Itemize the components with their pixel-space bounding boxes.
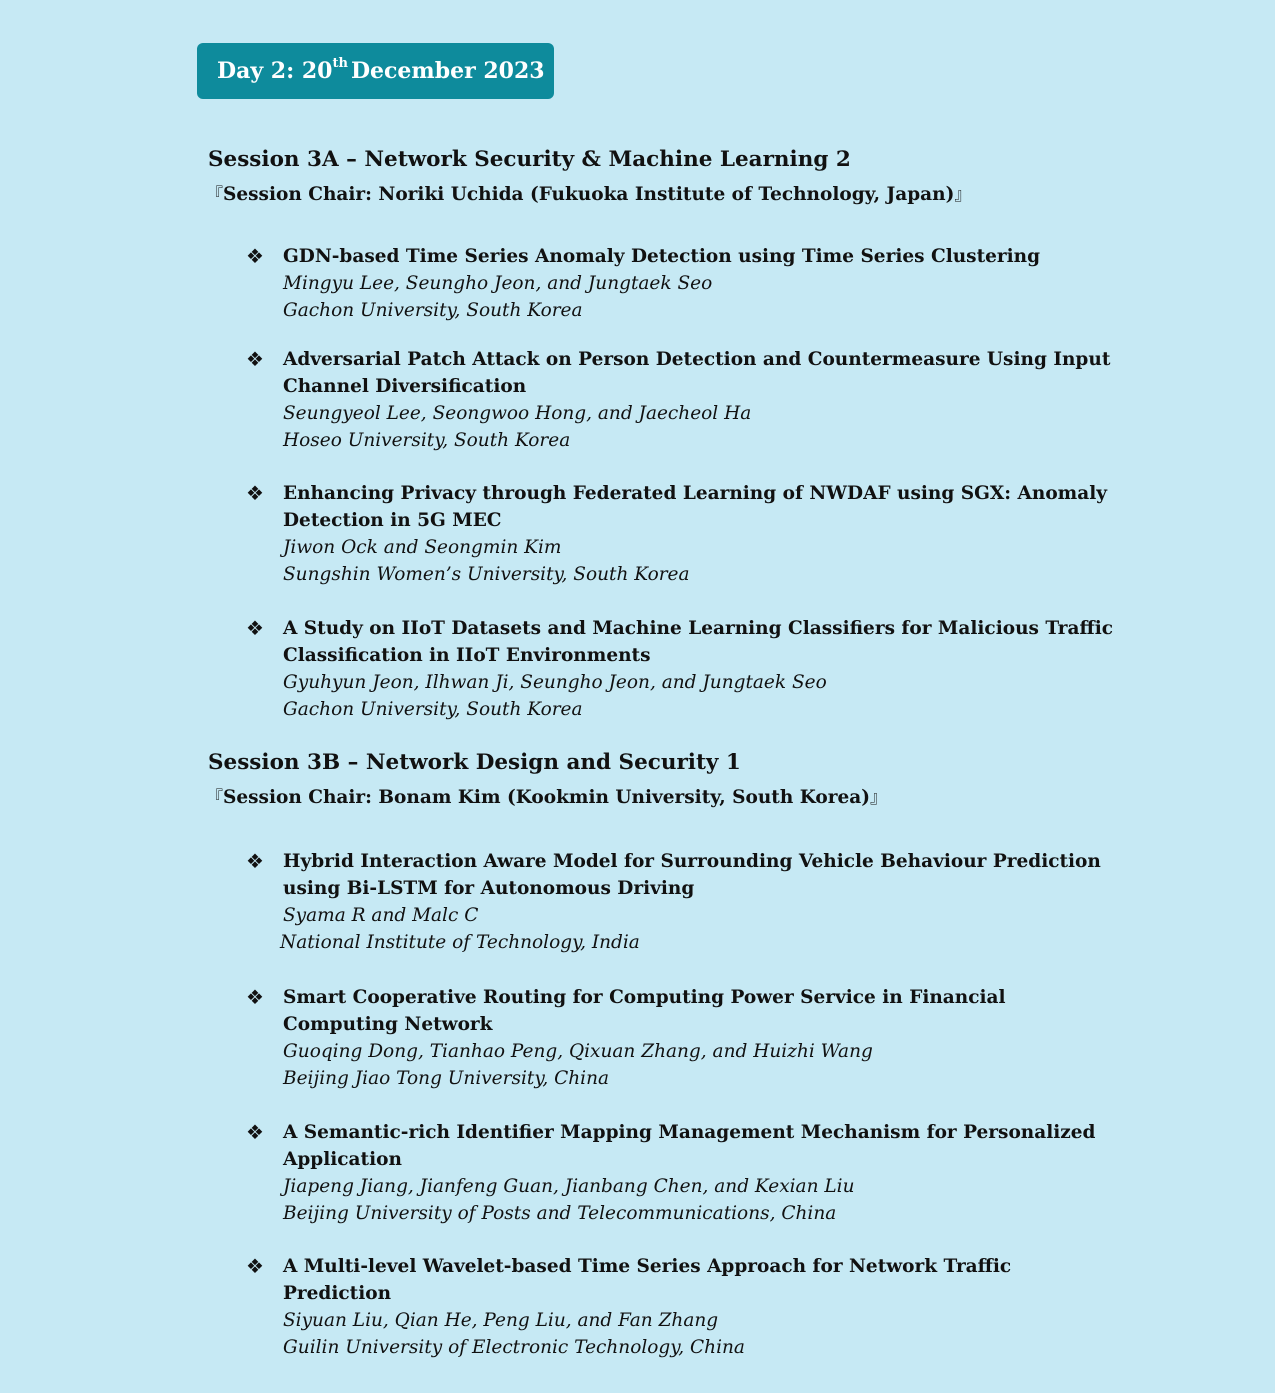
- paper-authors: Gyuhyun Jeon, Ilhwan Ji, Seungho Jeon, and Jungtaek Seo: [283, 672, 827, 693]
- paper-affiliation: Gachon University, South Korea: [283, 300, 583, 321]
- paper-item: [246, 1119, 1123, 1227]
- paper-affiliation: Gachon University, South Korea: [283, 699, 583, 720]
- session-title: Session 3B – Network Design and Security 1: [208, 750, 741, 775]
- diamond-bullet-icon: ❖: [246, 347, 264, 371]
- diamond-bullet-icon: ❖: [246, 1254, 264, 1278]
- day-superscript: th: [332, 55, 348, 71]
- diamond-bullet-icon: ❖: [246, 244, 264, 268]
- paper-authors: Mingyu Lee, Seungho Jeon, and Jungtaek Seo: [283, 273, 713, 294]
- session-chair-text: Session Chair: Bonam Kim (Kookmin University, South Korea): [223, 787, 870, 808]
- paper-title: A Study on IIoT Datasets and Machine Learning Classifiers for Malicious Traffic Classification in IIoT Environments: [283, 618, 1114, 666]
- paper-authors: Jiapeng Jiang, Jianfeng Guan, Jianbang Chen, and Kexian Liu: [283, 1176, 855, 1197]
- bracket-close: 』: [869, 788, 887, 808]
- session-title: Session 3A – Network Security & Machine Learning 2: [208, 147, 851, 172]
- session-3b-header: [208, 750, 887, 810]
- paper-title: Hybrid Interaction Aware Model for Surrounding Vehicle Behaviour Prediction using Bi-LSTM for Autonomous Driving: [283, 851, 1101, 899]
- session-chair: [206, 786, 887, 810]
- paper-authors: Seungyeol Lee, Seongwoo Hong, and Jaecheol Ha: [283, 403, 752, 424]
- paper-title: A Multi-level Wavelet-based Time Series Approach for Network Traffic Prediction: [283, 1256, 1012, 1304]
- session-3a-header: [208, 147, 971, 207]
- session-chair-text: Session Chair: Noriki Uchida (Fukuoka Institute of Technology, Japan): [223, 184, 955, 205]
- day-prefix: Day 2: 20: [217, 58, 333, 84]
- paper-authors: Siyuan Liu, Qian He, Peng Liu, and Fan Zhang: [283, 1310, 719, 1331]
- paper-title: GDN-based Time Series Anomaly Detection using Time Series Clustering: [283, 246, 1041, 267]
- diamond-bullet-icon: ❖: [246, 849, 264, 873]
- paper-affiliation: Guilin University of Electronic Technology, China: [283, 1337, 745, 1358]
- bracket-close: 』: [954, 185, 972, 205]
- paper-affiliation: National Institute of Technology, India: [280, 932, 640, 953]
- diamond-bullet-icon: ❖: [246, 1120, 264, 1144]
- diamond-bullet-icon: ❖: [246, 616, 264, 640]
- session-chair: [206, 183, 971, 207]
- paper-title: Adversarial Patch Attack on Person Detection and Countermeasure Using Input Channel Diversification: [283, 349, 1111, 397]
- paper-title: A Semantic-rich Identifier Mapping Management Mechanism for Personalized Application: [283, 1122, 1096, 1170]
- paper-affiliation: Beijing Jiao Tong University, China: [283, 1068, 610, 1089]
- paper-affiliation: Sungshin Women’s University, South Korea: [283, 564, 690, 585]
- paper-item: [246, 243, 1123, 324]
- bracket-open: 『: [206, 185, 223, 205]
- diamond-bullet-icon: ❖: [246, 481, 264, 505]
- paper-item: [246, 984, 1123, 1092]
- paper-item: [246, 615, 1123, 723]
- paper-item: [246, 1253, 1123, 1361]
- paper-authors: Syama R and Malc C: [283, 905, 479, 926]
- paper-authors: Jiwon Ock and Seongmin Kim: [283, 537, 562, 558]
- diamond-bullet-icon: ❖: [246, 985, 264, 1009]
- paper-title: Smart Cooperative Routing for Computing Power Service in Financial Computing Network: [283, 987, 1006, 1035]
- paper-affiliation: Hoseo University, South Korea: [283, 430, 571, 451]
- day-month-year: December 2023: [350, 58, 545, 84]
- paper-affiliation: Beijing University of Posts and Telecommunications, China: [283, 1203, 837, 1224]
- day-badge: [197, 43, 554, 99]
- paper-authors: Guoqing Dong, Tianhao Peng, Qixuan Zhang, and Huizhi Wang: [283, 1041, 873, 1062]
- bracket-open: 『: [206, 788, 223, 808]
- paper-item: [246, 848, 1123, 956]
- paper-item: [246, 480, 1123, 588]
- paper-item: [246, 346, 1123, 454]
- paper-title: Enhancing Privacy through Federated Learning of NWDAF using SGX: Anomaly Detection in 5G MEC: [283, 483, 1108, 531]
